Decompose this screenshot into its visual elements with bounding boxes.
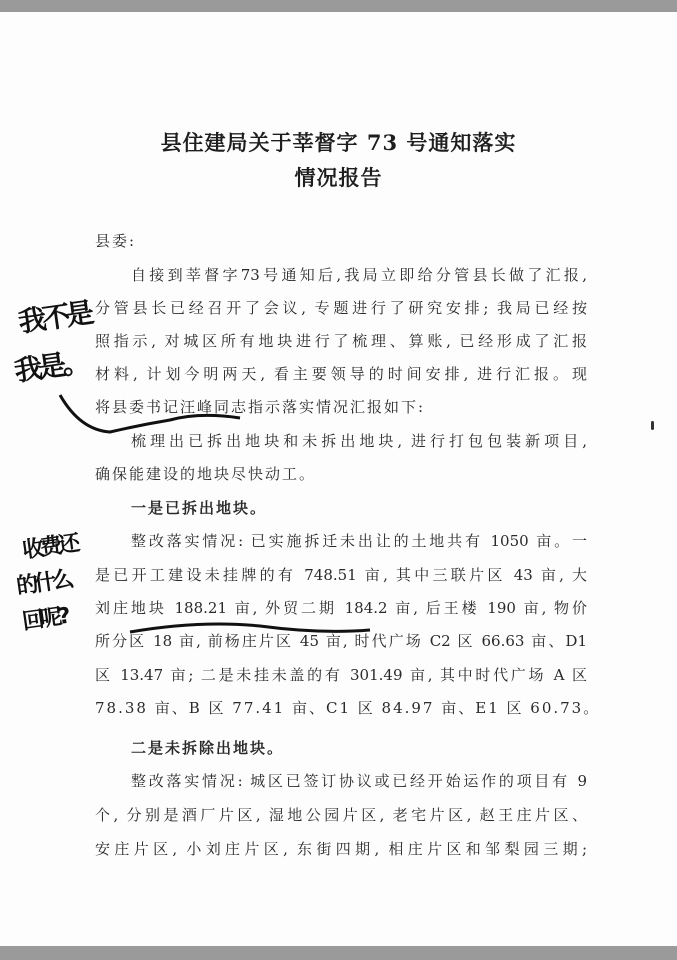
body-line: 所分区 18 亩, 前杨庄片区 45 亩, 时代广场 C2 区 66.63 亩、D1 xyxy=(95,632,587,650)
handwritten-note-1-line-1: 我不是 xyxy=(16,296,93,339)
handwritten-note-2-line-1: 收费还 xyxy=(20,531,78,564)
document-title-line-2: 情况报告 xyxy=(294,165,383,190)
wavy-underline-1 xyxy=(60,395,240,432)
body-line: 是已开工建设未挂牌的有 748.51 亩, 其中三联片区 43 亩, 大 xyxy=(95,566,587,584)
handwritten-note-1-line-2: 我是。 xyxy=(12,345,89,388)
body-line: 自接到莘督字73号通知后,我局立即给分管县长做了汇报, xyxy=(131,266,587,284)
body-line: 梳理出已拆出地块和未拆出地块, 进行打包包装新项目, xyxy=(131,432,587,450)
body-line: 刘庄地块 188.21 亩, 外贸二期 184.2 亩, 后王楼 190 亩, 物价 xyxy=(95,599,587,617)
body-line: 个, 分别是酒厂片区, 湿地公园片区, 老宅片区, 赵王庄片区、 xyxy=(95,806,587,824)
body-line: 材料, 计划今明两天, 看主要领导的时间安排, 进行汇报。现 xyxy=(95,365,587,383)
body-line: 将县委书记汪峰同志指示落实情况汇报如下: xyxy=(95,398,426,416)
wavy-underline-2 xyxy=(130,624,370,632)
body-line: 照指示, 对城区所有地块进行了梳理、算账, 已经形成了汇报 xyxy=(95,332,587,350)
handwritten-note-2-line-2: 的什么 xyxy=(14,567,72,600)
body-line: 78.38 亩、B 区 77.41 亩、C1 区 84.97 亩、E1 区 60.73。 xyxy=(95,699,601,717)
document-title-line-1: 县住建局关于莘督字 73 号通知落实 xyxy=(160,130,517,155)
body-line: 区 13.47 亩; 二是未挂未盖的有 301.49 亩, 其中时代广场 A 区 xyxy=(95,666,587,684)
body-line: 整改落实情况: 已实施拆迁未出让的土地共有 1050 亩。一 xyxy=(131,532,587,550)
salutation: 县委: xyxy=(95,232,137,250)
section-heading-2: 二是未拆除出地块。 xyxy=(131,739,285,757)
body-line: 分管县长已经召开了会议, 专题进行了研究安排; 我局已经按 xyxy=(95,299,587,317)
scan-border-bottom xyxy=(0,946,677,960)
body-line: 安庄片区, 小刘庄片区, 东街四期, 相庄片区和邹梨园三期; xyxy=(95,840,587,858)
body-line: 整改落实情况: 城区已签订协议或已经开始运作的项目有 9 xyxy=(131,772,587,790)
handwritten-note-2-line-3: 回呢? xyxy=(20,603,69,635)
section-heading-1: 一是已拆出地块。 xyxy=(131,499,268,517)
body-line: 确保能建设的地块尽快动工。 xyxy=(95,465,317,483)
scan-speck xyxy=(651,421,654,430)
